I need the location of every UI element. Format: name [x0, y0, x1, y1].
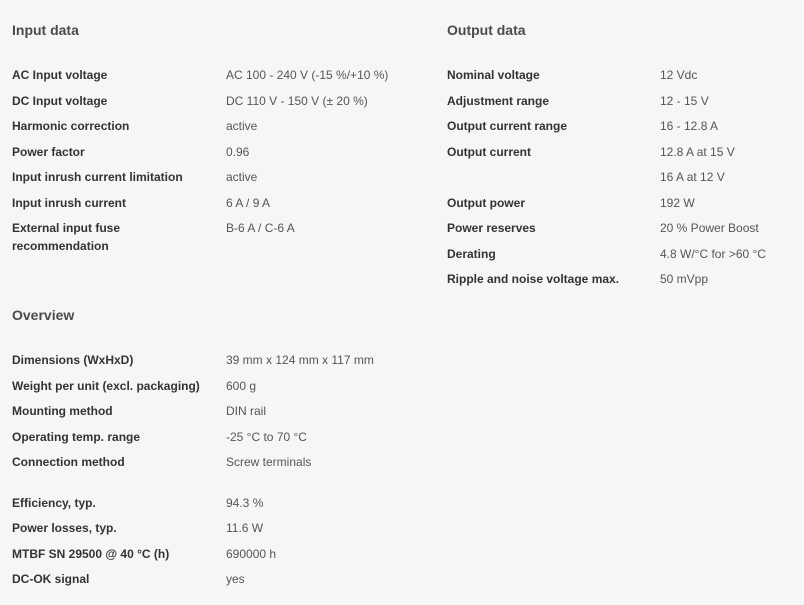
- row-value: 12 - 15 V: [660, 94, 709, 108]
- row-label: Dimensions (WxHxD): [12, 353, 134, 367]
- row-label: Operating temp. range: [12, 430, 141, 444]
- row-label: Ripple and noise voltage max.: [447, 272, 620, 286]
- row-value: 11.6 W: [226, 521, 264, 535]
- row-label: Input inrush current limitation: [12, 170, 183, 184]
- row-value: B-6 A / C-6 A: [226, 221, 295, 235]
- row-value: DIN rail: [226, 404, 267, 418]
- row-value: 50 mVpp: [660, 272, 709, 286]
- row-label: Mounting method: [12, 404, 113, 418]
- row-label: MTBF SN 29500 @ 40 °C (h): [12, 547, 170, 561]
- row-value: 94.3 %: [226, 496, 264, 510]
- row-value: 4.8 W/°C for >60 °C: [660, 247, 766, 261]
- row-value: 16 - 12.8 A: [660, 119, 719, 133]
- row-value: active: [226, 170, 258, 184]
- row-label: Connection method: [12, 455, 125, 469]
- row-label: Power reserves: [447, 221, 536, 235]
- row-value: Screw terminals: [226, 455, 312, 469]
- row-label: Power losses, typ.: [12, 521, 117, 535]
- row-value: 39 mm x 124 mm x 117 mm: [226, 353, 374, 367]
- row-label: DC Input voltage: [12, 94, 108, 108]
- row-value: yes: [226, 572, 245, 586]
- row-label: Nominal voltage: [447, 68, 540, 82]
- row-value: 12.8 A at 15 V: [660, 145, 735, 159]
- row-label: Power factor: [12, 145, 85, 159]
- output-data-title: Output data: [447, 22, 526, 38]
- row-value: 16 A at 12 V: [660, 170, 725, 184]
- row-value: AC 100 - 240 V (-15 %/+10 %): [226, 68, 389, 82]
- row-value: 0.96: [226, 145, 250, 159]
- row-value: 12 Vdc: [660, 68, 698, 82]
- row-label: Harmonic correction: [12, 119, 130, 133]
- row-label: External input fuse recommendation: [12, 221, 121, 253]
- row-label: Adjustment range: [447, 94, 550, 108]
- row-value: active: [226, 119, 258, 133]
- row-label: Input inrush current: [12, 196, 126, 210]
- row-value: 600 g: [226, 379, 257, 393]
- row-label: Weight per unit (excl. packaging): [12, 379, 200, 393]
- row-label: Output power: [447, 196, 525, 210]
- row-value: 192 W: [660, 196, 695, 210]
- row-label: AC Input voltage: [12, 68, 108, 82]
- row-value: -25 °C to 70 °C: [226, 430, 307, 444]
- row-label: DC-OK signal: [12, 572, 90, 586]
- row-value: 690000 h: [226, 547, 277, 561]
- row-label: Output current: [447, 145, 531, 159]
- row-label: Efficiency, typ.: [12, 496, 96, 510]
- row-value: 20 % Power Boost: [660, 221, 759, 235]
- row-value: DC 110 V - 150 V (± 20 %): [226, 94, 368, 108]
- input-data-title: Input data: [12, 22, 79, 38]
- row-label: Output current range: [447, 119, 568, 133]
- row-label: Derating: [447, 247, 496, 261]
- overview-title: Overview: [12, 307, 75, 323]
- row-value: 6 A / 9 A: [226, 196, 271, 210]
